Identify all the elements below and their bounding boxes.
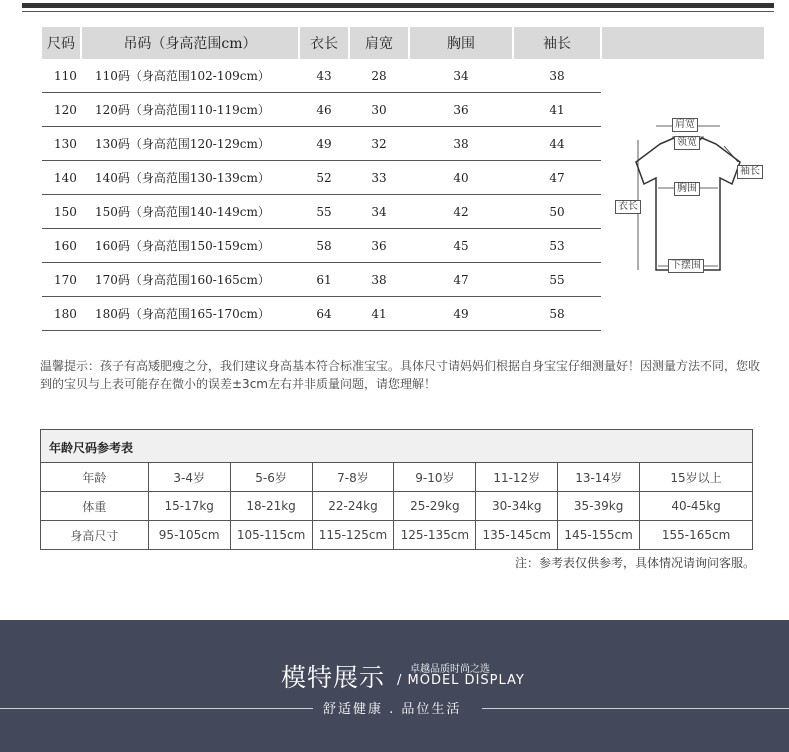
size-cell: 130码（身高范围120-129cm） [81, 127, 299, 161]
size-cell: 34 [349, 195, 409, 229]
size-row [42, 93, 601, 127]
label-collar: 领宽 [674, 136, 700, 150]
size-row [42, 195, 601, 229]
size-cell: 32 [349, 127, 409, 161]
size-cell: 38 [513, 59, 601, 93]
age-table-note: 注：参考表仅供参考，具体情况请询问客服。 [514, 556, 755, 570]
size-cell: 55 [513, 263, 601, 297]
size-cell: 120码（身高范围110-119cm） [81, 93, 299, 127]
size-cell: 53 [513, 229, 601, 263]
age-cell: 135-145cm [476, 521, 558, 550]
size-cell: 52 [299, 161, 349, 195]
age-cell: 9-10岁 [394, 463, 476, 492]
age-row [41, 463, 753, 492]
size-cell: 30 [349, 93, 409, 127]
size-cell: 160码（身高范围150-159cm） [81, 229, 299, 263]
header-tag-size: 吊码（身高范围cm） [81, 27, 299, 59]
size-cell: 150 [42, 195, 81, 229]
size-cell: 45 [409, 229, 513, 263]
size-cell: 150码（身高范围140-149cm） [81, 195, 299, 229]
age-cell: 15岁以上 [640, 463, 753, 492]
size-cell: 44 [513, 127, 601, 161]
size-cell: 49 [409, 297, 513, 331]
size-cell: 140码（身高范围130-139cm） [81, 161, 299, 195]
size-cell: 180码（身高范围165-170cm） [81, 297, 299, 331]
size-row [42, 297, 601, 331]
size-cell: 28 [349, 59, 409, 93]
size-row [42, 229, 601, 263]
age-cell: 22-24kg [312, 492, 394, 521]
size-cell: 36 [409, 93, 513, 127]
age-row [41, 521, 753, 550]
age-cell: 3-4岁 [148, 463, 230, 492]
size-cell: 61 [299, 263, 349, 297]
size-table-header [42, 27, 601, 59]
size-cell: 160 [42, 229, 81, 263]
banner-cn-subtitle: 卓越品质时尚之选 [410, 664, 490, 675]
size-cell: 47 [513, 161, 601, 195]
banner-en-subtitle: / MODEL DISPLAY [397, 673, 525, 688]
top-rule-thin [22, 11, 774, 12]
size-cell: 47 [409, 263, 513, 297]
size-cell: 64 [299, 297, 349, 331]
size-cell: 33 [349, 161, 409, 195]
size-cell: 170码（身高范围160-165cm） [81, 263, 299, 297]
age-cell: 40-45kg [640, 492, 753, 521]
age-cell: 11-12岁 [476, 463, 558, 492]
size-cell: 55 [299, 195, 349, 229]
size-cell: 110 [42, 59, 81, 93]
size-cell: 170 [42, 263, 81, 297]
header-extension [592, 27, 764, 59]
label-hem: 下摆围 [668, 259, 704, 273]
age-cell: 145-155cm [558, 521, 640, 550]
size-cell: 34 [409, 59, 513, 93]
age-row [41, 492, 753, 521]
model-display-banner [0, 620, 789, 752]
size-cell: 130 [42, 127, 81, 161]
size-row [42, 127, 601, 161]
age-table-grid [40, 462, 753, 550]
size-cell: 42 [409, 195, 513, 229]
age-cell: 13-14岁 [558, 463, 640, 492]
label-sleeve: 袖长 [737, 165, 763, 179]
label-shoulder: 肩宽 [672, 118, 698, 132]
header-chest: 胸围 [409, 27, 513, 59]
size-row [42, 59, 601, 93]
age-cell: 7-8岁 [312, 463, 394, 492]
size-row [42, 161, 601, 195]
age-cell: 15-17kg [148, 492, 230, 521]
age-cell: 115-125cm [312, 521, 394, 550]
size-cell: 36 [349, 229, 409, 263]
size-cell: 180 [42, 297, 81, 331]
size-cell: 120 [42, 93, 81, 127]
banner-title: 模特展示 [281, 663, 386, 692]
age-cell: 5-6岁 [230, 463, 312, 492]
age-size-table [40, 429, 753, 550]
label-length: 衣长 [615, 200, 641, 214]
age-cell: 身高尺寸 [41, 521, 149, 550]
header-length: 衣长 [299, 27, 349, 59]
header-shoulder: 肩宽 [349, 27, 409, 59]
size-cell: 50 [513, 195, 601, 229]
age-cell: 95-105cm [148, 521, 230, 550]
size-cell: 38 [409, 127, 513, 161]
age-cell: 18-21kg [230, 492, 312, 521]
age-cell: 105-115cm [230, 521, 312, 550]
size-cell: 140 [42, 161, 81, 195]
size-cell: 110码（身高范围102-109cm） [81, 59, 299, 93]
size-row [42, 263, 601, 297]
size-cell: 46 [299, 93, 349, 127]
banner-line-right [482, 708, 789, 709]
age-cell: 35-39kg [558, 492, 640, 521]
age-cell: 体重 [41, 492, 149, 521]
size-cell: 58 [513, 297, 601, 331]
size-cell: 41 [513, 93, 601, 127]
age-cell: 年龄 [41, 463, 149, 492]
age-cell: 125-135cm [394, 521, 476, 550]
header-sleeve: 袖长 [513, 27, 601, 59]
header-size: 尺码 [42, 27, 81, 59]
age-cell: 155-165cm [640, 521, 753, 550]
banner-slogan: 舒适健康 . 品位生活 [323, 702, 462, 717]
age-cell: 30-34kg [476, 492, 558, 521]
size-cell: 38 [349, 263, 409, 297]
size-table [42, 27, 602, 331]
size-cell: 41 [349, 297, 409, 331]
tshirt-measurement-diagram [612, 110, 764, 282]
size-cell: 49 [299, 127, 349, 161]
size-cell: 43 [299, 59, 349, 93]
age-cell: 25-29kg [394, 492, 476, 521]
age-table-title: 年龄尺码参考表 [40, 429, 753, 462]
top-rule-thick [22, 3, 774, 8]
size-cell: 40 [409, 161, 513, 195]
size-cell: 58 [299, 229, 349, 263]
label-chest: 胸围 [674, 182, 700, 196]
size-notice: 温馨提示：孩子有高矮肥瘦之分，我们建议身高基本符合标准宝宝。具体尺寸请妈妈们根据自身宝宝仔细测量好！因测量方法不同，您收到的宝贝与上表可能存在微小的误差±3cm左右并非质量问题，请您理解！ [40, 359, 761, 391]
banner-line-left [0, 708, 313, 709]
